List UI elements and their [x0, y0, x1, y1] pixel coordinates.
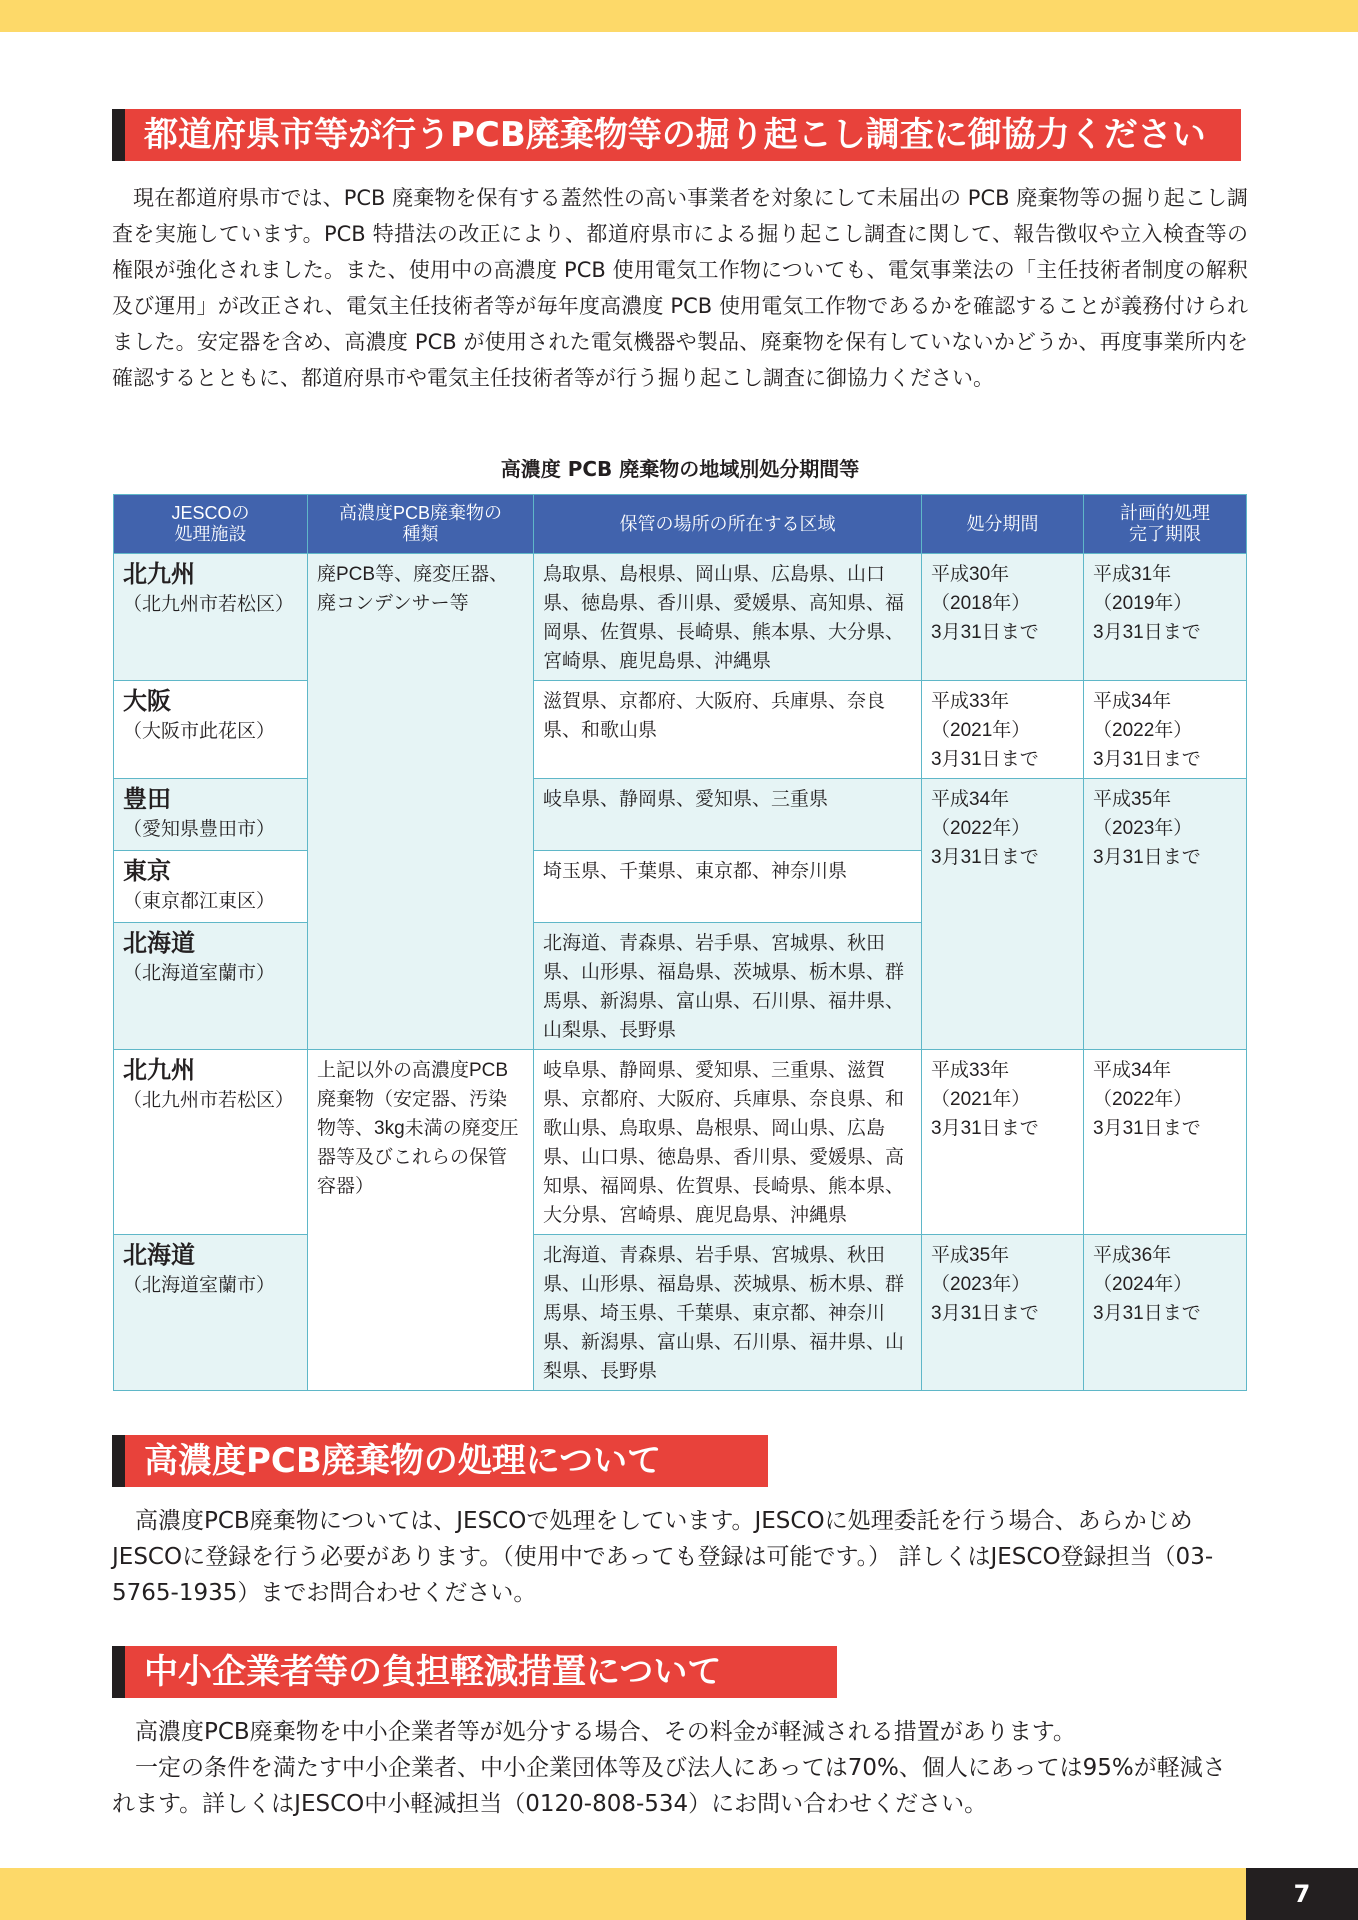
table-row	[114, 779, 1247, 851]
table-row	[114, 554, 1247, 681]
header-region: 保管の場所の所在する区域	[534, 495, 922, 554]
period-cell: 平成33年 （2021年） 3月31日まで	[922, 681, 1084, 779]
header-facility: JESCOの 処理施設	[114, 495, 308, 554]
region-cell: 北海道、青森県、岩手県、宮城県、秋田県、山形県、福島県、茨城県、栃木県、群馬県、埼玉県、千葉県、東京都、神奈川県、新潟県、富山県、石川県、福井県、山梨県、長野県	[534, 1235, 922, 1391]
period-cell: 平成30年 （2018年） 3月31日まで	[922, 554, 1084, 681]
header-period: 処分期間	[922, 495, 1084, 554]
facility-cell: 北九州 （北九州市若松区）	[114, 554, 308, 681]
sme-body-1: 高濃度PCB廃棄物を中小企業者等が処分する場合、その料金が軽減される措置があります。	[135, 1719, 1076, 1745]
header-deadline: 計画的処理 完了期限	[1084, 495, 1247, 554]
page-number: 7	[1246, 1868, 1358, 1920]
period-cell: 平成33年 （2021年） 3月31日まで	[922, 1050, 1084, 1235]
table-row	[114, 1050, 1247, 1235]
facility-cell: 北海道 （北海道室蘭市）	[114, 923, 308, 1050]
treatment-body: 高濃度PCB廃棄物については、JESCOで処理をしています。JESCOに処理委託を行う場合、あらかじめJESCOに登録を行う必要があります。（使用中であっても登録は可能です。） 詳しくはJESCO登録担当（03-5765-1935）までお問合わせください。	[112, 1508, 1214, 1606]
deadline-cell: 平成36年 （2024年） 3月31日まで	[1084, 1235, 1247, 1391]
deadline-cell: 平成34年 （2022年） 3月31日まで	[1084, 681, 1247, 779]
sme-body-2: 一定の条件を満たす中小企業者、中小企業団体等及び法人にあっては70%、個人にあっては95%が軽減されます。詳しくはJESCO中小軽減担当（0120-808-534）にお問い合わせください。	[112, 1755, 1226, 1817]
table-row	[114, 681, 1247, 779]
region-cell: 埼玉県、千葉県、東京都、神奈川県	[534, 851, 922, 923]
facility-cell: 大阪 （大阪市此花区）	[114, 681, 308, 779]
disposal-period-table	[113, 494, 1247, 1391]
header-waste-type: 高濃度PCB廃棄物の 種類	[308, 495, 534, 554]
waste-type-cell: 上記以外の高濃度PCB廃棄物（安定器、汚染物等、3kg未満の廃変圧器等及びこれらの保管容器）	[308, 1050, 534, 1391]
facility-cell: 東京 （東京都江東区）	[114, 851, 308, 923]
period-cell: 平成35年 （2023年） 3月31日まで	[922, 1235, 1084, 1391]
facility-cell: 豊田 （愛知県豊田市）	[114, 779, 308, 851]
bottom-band	[0, 1868, 1358, 1920]
section-heading-excavation: 都道府県市等が行うPCB廃棄物等の掘り起こし調査に御協力ください	[112, 109, 1241, 161]
section-heading-sme: 中小企業者等の負担軽減措置について	[112, 1646, 837, 1698]
facility-cell: 北海道 （北海道室蘭市）	[114, 1235, 308, 1391]
region-cell: 滋賀県、京都府、大阪府、兵庫県、奈良県、和歌山県	[534, 681, 922, 779]
top-band	[0, 0, 1358, 32]
deadline-cell: 平成35年 （2023年） 3月31日まで	[1084, 779, 1247, 1050]
facility-cell: 北九州 （北九州市若松区）	[114, 1050, 308, 1235]
region-cell: 北海道、青森県、岩手県、宮城県、秋田県、山形県、福島県、茨城県、栃木県、群馬県、新潟県、富山県、石川県、福井県、山梨県、長野県	[534, 923, 922, 1050]
waste-type-cell: 廃PCB等、廃変圧器、廃コンデンサー等	[308, 554, 534, 1050]
excavation-body: 現在都道府県市では、PCB 廃棄物を保有する蓋然性の高い事業者を対象にして未届出の PCB 廃棄物等の掘り起こし調査を実施しています。PCB 特措法の改正により、都道府県市による掘り起こし調査に関して、報告徴収や立入検査等の権限が強化されました。また、使用中の高濃度 PCB 使用電気工作物についても、電気事業法の「主任技術者制度の解釈及び運用」が改正され、電気主任技術者等が毎年度高濃度 PCB 使用電気工作物であるかを確認することが義務付けられました。安定器を含め、高濃度 PCB が使用された電気機器や製品、廃棄物を保有していないかどうか、再度事業所内を確認するとともに、都道府県市や電気主任技術者等が行う掘り起こし調査に御協力ください。	[112, 186, 1248, 390]
table-caption: 高濃度 PCB 廃棄物の地域別処分期間等	[500, 457, 860, 481]
section-heading-treatment: 高濃度PCB廃棄物の処理について	[112, 1435, 768, 1487]
region-cell: 鳥取県、島根県、岡山県、広島県、山口県、徳島県、香川県、愛媛県、高知県、福岡県、佐賀県、長崎県、熊本県、大分県、宮崎県、鹿児島県、沖縄県	[534, 554, 922, 681]
region-cell: 岐阜県、静岡県、愛知県、三重県	[534, 779, 922, 851]
period-cell: 平成34年 （2022年） 3月31日まで	[922, 779, 1084, 1050]
table-row	[114, 1235, 1247, 1391]
deadline-cell: 平成34年 （2022年） 3月31日まで	[1084, 1050, 1247, 1235]
table-header-row	[114, 495, 1247, 554]
region-cell: 岐阜県、静岡県、愛知県、三重県、滋賀県、京都府、大阪府、兵庫県、奈良県、和歌山県、鳥取県、島根県、岡山県、広島県、山口県、徳島県、香川県、愛媛県、高知県、福岡県、佐賀県、長崎県、熊本県、大分県、宮崎県、鹿児島県、沖縄県	[534, 1050, 922, 1235]
deadline-cell: 平成31年 （2019年） 3月31日まで	[1084, 554, 1247, 681]
